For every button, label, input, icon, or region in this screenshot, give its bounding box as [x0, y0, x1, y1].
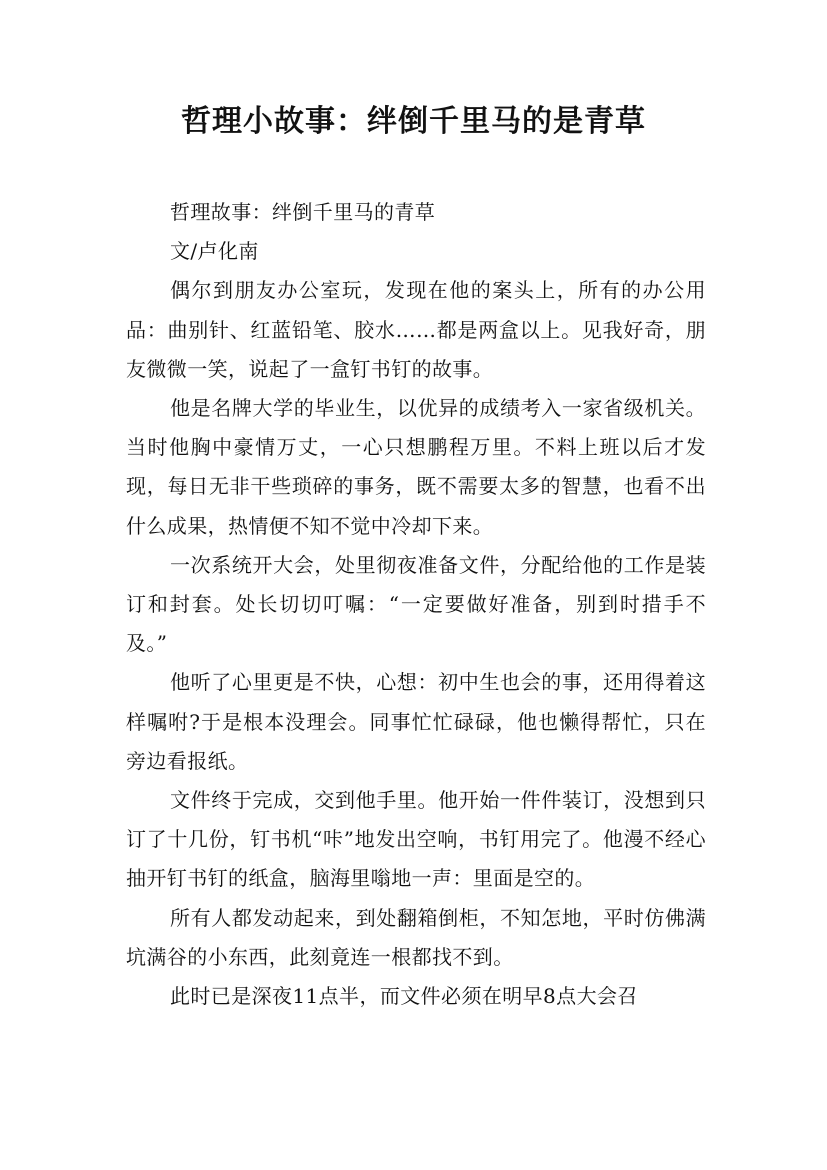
paragraph: 一次系统开大会，处里彻夜准备文件，分配给他的工作是装订和封套。处长切切叮嘱：“一定要做好准备，别到时措手不及。” — [126, 552, 706, 656]
paragraph: 他听了心里更是不快，心想：初中生也会的事，还用得着这样嘱咐?于是根本没理会。同事忙忙碌碌，他也懒得帮忙，只在旁边看报纸。 — [126, 670, 706, 773]
document-title: 哲理小故事：绊倒千里马的是青草 — [181, 104, 646, 139]
paragraph: 偶尔到朋友办公室玩，发现在他的案头上，所有的办公用品：曲别针、红蓝铅笔、胶水……都是两盒以上。见我好奇，朋友微微一笑，说起了一盒钉书钉的故事。 — [126, 278, 706, 381]
paragraph: 文件终于完成，交到他手里。他开始一件件装订，没想到只订了十几份，钉书机“咔”地发出空响，书钉用完了。他漫不经心抽开钉书钉的纸盒，脑海里嗡地一声：里面是空的。 — [126, 788, 706, 891]
paragraph: 所有人都发动起来，到处翻箱倒柜，不知怎地，平时仿佛满坑满谷的小东西，此刻竟连一根都找不到。 — [126, 905, 706, 969]
paragraph-author: 文/卢化南 — [170, 239, 259, 264]
paragraph: 此时已是深夜11点半，而文件必须在明早8点大会召 — [170, 984, 638, 1009]
paragraph: 他是名牌大学的毕业生，以优异的成绩考入一家省级机关。当时他胸中豪情万丈，一心只想鹏程万里。不料上班以后才发现，每日无非干些琐碎的事务，既不需要太多的智慧，也看不出什么成果，热情便不知不觉中冷却下来。 — [126, 396, 706, 538]
document-body — [126, 193, 706, 1016]
paragraph-subtitle: 哲理故事：绊倒千里马的青草 — [170, 200, 436, 224]
